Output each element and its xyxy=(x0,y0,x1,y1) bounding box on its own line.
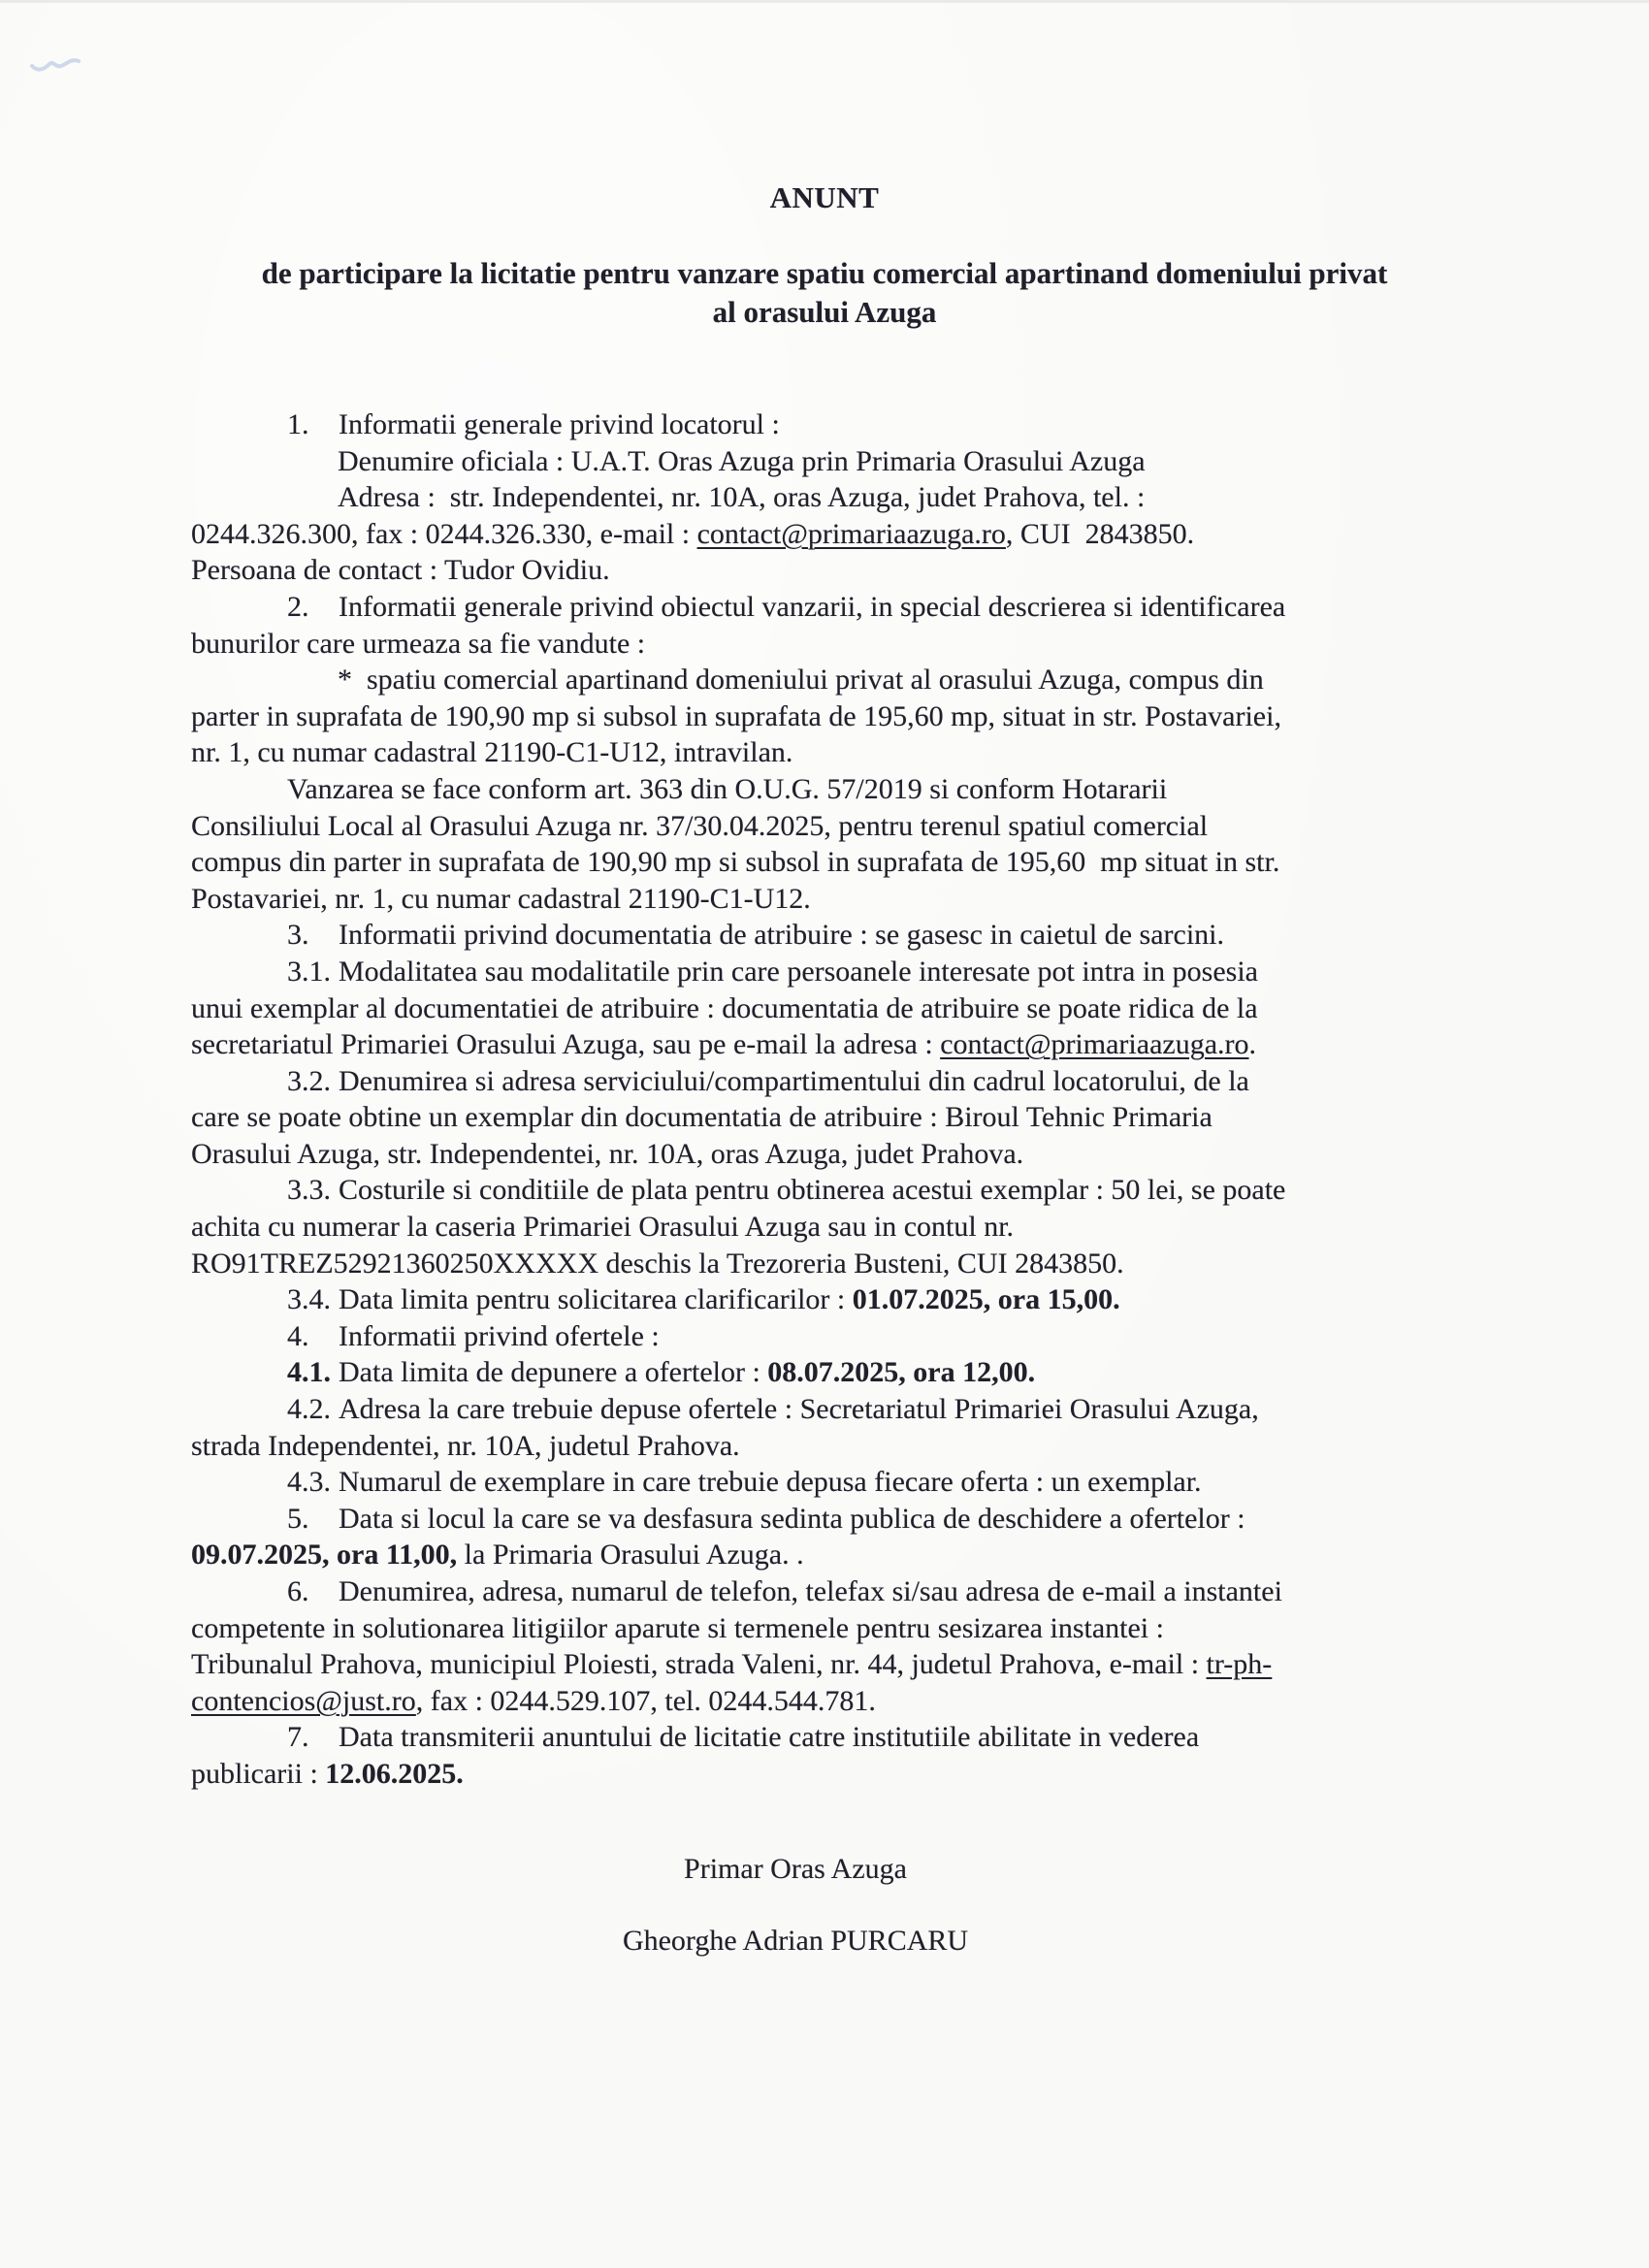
text-line xyxy=(191,1573,1549,1610)
list-number: 1. xyxy=(287,408,309,440)
list-number: 3. xyxy=(287,919,309,952)
list-number: 6. xyxy=(287,1575,309,1607)
text-segment: Data si locul la care se va desfasura sedinta publica de deschidere a ofertelor : xyxy=(339,1502,1245,1535)
text-segment: 08.07.2025, ora 12,00. xyxy=(767,1356,1036,1389)
text-segment: Vanzarea se face conform art. 363 din O.U.G. 57/2019 si conform Hotararii xyxy=(287,772,1168,805)
text-segment: Persoana de contact : Tudor Ovidiu. xyxy=(191,554,610,587)
text-segment: Informatii privind ofertele : xyxy=(339,1319,660,1352)
list-number: 4. xyxy=(287,1319,309,1352)
scan-edge-artifact xyxy=(0,0,1649,3)
list-number: 3.1. xyxy=(287,955,331,988)
text-segment: Informatii generale privind locatorul : xyxy=(339,408,780,440)
text-segment: Informatii generale privind obiectul vanzarii, in special descrierea si identificarea xyxy=(339,590,1286,623)
text-line xyxy=(191,1391,1549,1428)
signature-role: Primar Oras Azuga xyxy=(684,1853,907,1885)
text-line xyxy=(191,1063,1549,1100)
text-segment: , fax : 0244.529.107, tel. 0244.544.781. xyxy=(415,1684,876,1717)
text-segment: Data transmiterii anuntului de licitatie catre institutiile abilitate in vederea xyxy=(339,1721,1200,1754)
list-number: 3.2. xyxy=(287,1064,331,1097)
text-line xyxy=(191,1464,1549,1501)
text-line xyxy=(191,662,1549,698)
text-segment: 0244.326.300, fax : 0244.326.330, e-mail : xyxy=(191,517,697,550)
list-number: 2. xyxy=(287,590,309,623)
list-number: 4.1. xyxy=(287,1356,331,1389)
text-segment: la Primaria Orasului Azuga. . xyxy=(457,1539,804,1571)
document-body xyxy=(191,406,1549,1793)
text-segment: , CUI 2843850. xyxy=(1005,517,1195,550)
text-line xyxy=(191,443,1549,480)
subtitle-line-2: al orasului Azuga xyxy=(712,295,937,329)
text-line xyxy=(191,734,1549,771)
text-line xyxy=(191,1683,1549,1720)
text-segment: compus din parter in suprafata de 190,90 mp si subsol in suprafata de 195,60 mp situat in str. xyxy=(191,846,1280,879)
text-segment: care se poate obtine un exemplar din documentatia de atribuire : Biroul Tehnic Primaria xyxy=(191,1101,1212,1134)
text-segment: 09.07.2025, ora 11,00, xyxy=(191,1539,458,1571)
text-segment: Postavariei, nr. 1, cu numar cadastral 21190-C1-U12. xyxy=(191,882,811,915)
text-segment: secretariatul Primariei Orasului Azuga, sau pe e-mail la adresa : xyxy=(191,1028,941,1061)
text-segment: Adresa : str. Independentei, nr. 10A, oras Azuga, judet Prahova, tel. : xyxy=(338,481,1146,514)
text-line xyxy=(191,1209,1549,1246)
text-line xyxy=(191,479,1549,516)
text-line xyxy=(191,1354,1549,1391)
text-line xyxy=(191,1501,1549,1538)
subtitle-line-1: de participare la licitatie pentru vanzare spatiu comercial apartinand domeniului privat xyxy=(261,256,1388,290)
text-line xyxy=(191,1610,1549,1647)
text-segment: Numarul de exemplare in care trebuie depusa fiecare oferta : un exemplar. xyxy=(339,1466,1202,1499)
text-line xyxy=(191,1281,1549,1318)
text-segment: . xyxy=(1248,1028,1256,1061)
text-segment: unui exemplar al documentatiei de atribuire : documentatia de atribuire se poate ridica de la xyxy=(191,991,1258,1024)
text-segment: Tribunalul Prahova, municipiul Ploiesti, strada Valeni, nr. 44, judetul Prahova, e-mail : xyxy=(191,1648,1207,1681)
text-segment: * spatiu comercial apartinand domeniului privat al orasului Azuga, compus din xyxy=(338,664,1264,697)
text-segment: Informatii privind documentatia de atribuire : se gasesc in caietul de sarcini. xyxy=(339,919,1225,952)
text-segment: Denumirea si adresa serviciului/compartimentului din cadrul locatorului, de la xyxy=(339,1064,1249,1097)
text-line xyxy=(191,589,1549,626)
text-segment: Adresa la care trebuie depuse ofertele : Secretariatul Primariei Orasului Azuga, xyxy=(339,1393,1259,1426)
text-segment: nr. 1, cu numar cadastral 21190-C1-U12, intravilan. xyxy=(191,736,793,769)
text-line xyxy=(191,406,1549,443)
text-line xyxy=(191,917,1549,954)
text-line xyxy=(191,1756,1549,1793)
text-line xyxy=(191,698,1549,735)
text-line xyxy=(191,1646,1549,1683)
list-number: 5. xyxy=(287,1502,309,1535)
text-line xyxy=(191,1172,1549,1209)
text-line xyxy=(191,1537,1549,1573)
text-segment: competente in solutionarea litigiilor aparute si termenele pentru sesizarea instantei : xyxy=(191,1611,1164,1644)
text-line xyxy=(191,990,1549,1027)
list-number: 7. xyxy=(287,1721,309,1754)
text-segment: Consiliului Local al Orasului Azuga nr. 37/30.04.2025, pentru terenul spatiul comercial xyxy=(191,809,1209,842)
text-segment: Modalitatea sau modalitatile prin care persoanele interesate pot intra in posesia xyxy=(339,955,1258,988)
page-subtitle xyxy=(0,254,1649,332)
text-line xyxy=(191,1026,1549,1063)
text-line xyxy=(191,1136,1549,1173)
text-line xyxy=(191,808,1549,845)
text-line xyxy=(191,552,1549,589)
list-number: 4.2. xyxy=(287,1393,331,1426)
text-line xyxy=(191,1246,1549,1282)
text-line xyxy=(191,1318,1549,1355)
list-number: 3.4. xyxy=(287,1283,331,1316)
text-segment: Denumirea, adresa, numarul de telefon, telefax si/sau adresa de e-mail a instantei xyxy=(339,1575,1282,1607)
email-link-text: tr-ph- xyxy=(1206,1648,1273,1681)
text-segment: Denumire oficiala : U.A.T. Oras Azuga prin Primaria Orasului Azuga xyxy=(338,444,1146,477)
text-segment: 01.07.2025, ora 15,00. xyxy=(852,1283,1120,1316)
text-segment: Data limita de depunere a ofertelor : xyxy=(339,1356,768,1389)
list-number: 4.3. xyxy=(287,1466,331,1499)
text-segment: Costurile si conditiile de plata pentru obtinerea acestui exemplar : 50 lei, se poate xyxy=(339,1174,1286,1207)
email-link-text: contact@primariaazuga.ro xyxy=(696,517,1006,550)
text-segment: achita cu numerar la caseria Primariei Orasului Azuga sau in contul nr. xyxy=(191,1211,1015,1244)
text-line xyxy=(191,771,1549,808)
text-line xyxy=(191,1428,1549,1465)
text-segment: RO91TREZ52921360250XXXXX deschis la Trezoreria Busteni, CUI 2843850. xyxy=(191,1247,1124,1280)
text-line xyxy=(191,881,1549,918)
email-link-text: contencios@just.ro xyxy=(191,1684,416,1717)
text-segment: Orasului Azuga, str. Independentei, nr. 10A, oras Azuga, judet Prahova. xyxy=(191,1137,1024,1170)
text-segment: strada Independentei, nr. 10A, judetul Prahova. xyxy=(191,1429,740,1462)
email-link-text: contact@primariaazuga.ro xyxy=(940,1028,1249,1061)
pen-mark-squiggle xyxy=(29,49,87,80)
text-line xyxy=(191,954,1549,990)
text-segment: 12.06.2025. xyxy=(325,1757,464,1790)
text-segment: parter in suprafata de 190,90 mp si subsol in suprafata de 195,60 mp, situat in str. Postavariei, xyxy=(191,699,1281,732)
text-segment: Data limita pentru solicitarea clarificarilor : xyxy=(339,1283,853,1316)
text-segment: bunurilor care urmeaza sa fie vandute : xyxy=(191,627,646,660)
text-line xyxy=(191,516,1549,553)
page-title: ANUNT xyxy=(769,180,880,214)
text-line xyxy=(191,844,1549,881)
text-line xyxy=(191,1099,1549,1136)
text-line xyxy=(191,626,1549,663)
text-segment: publicarii : xyxy=(191,1757,326,1790)
text-line xyxy=(191,1719,1549,1756)
list-number: 3.3. xyxy=(287,1174,331,1207)
signature-name: Gheorghe Adrian PURCARU xyxy=(622,1925,969,1957)
